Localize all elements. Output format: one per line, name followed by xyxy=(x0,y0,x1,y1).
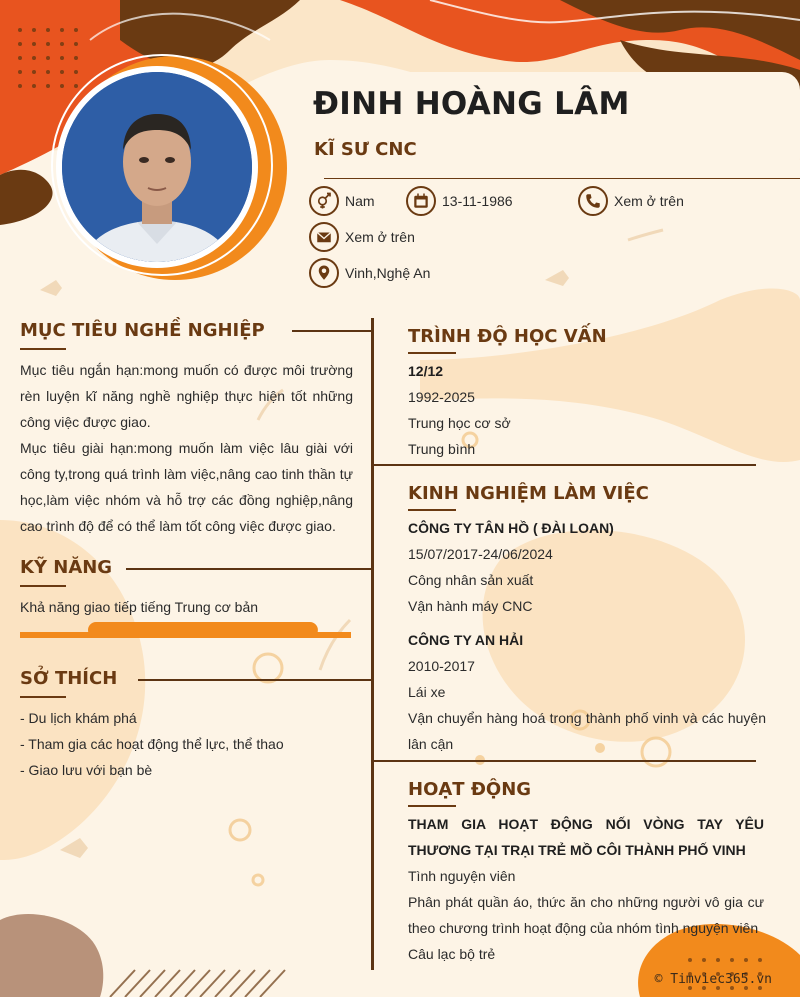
education-title: TRÌNH ĐỘ HỌC VẤN xyxy=(408,326,607,347)
skills-title: KỸ NĂNG xyxy=(20,557,113,578)
hobbies-rule xyxy=(138,679,372,681)
activities-title: HOẠT ĐỘNG xyxy=(408,779,532,800)
address-value: Vinh,Nghệ An xyxy=(345,265,431,281)
job-title: KĨ SƯ CNC xyxy=(314,139,417,160)
contact-divider xyxy=(324,178,800,179)
mail-icon xyxy=(309,222,339,252)
job-company: CÔNG TY AN HẢI xyxy=(408,632,524,648)
objective-text xyxy=(20,357,353,539)
birthday-value: 13-11-1986 xyxy=(442,193,513,209)
skill-item xyxy=(20,594,353,620)
hobby-item: - Giao lưu với bạn bè xyxy=(20,762,153,778)
phone-icon xyxy=(578,186,608,216)
gender-value: Nam xyxy=(345,193,375,209)
job-description: Vận hành máy CNC xyxy=(408,598,533,614)
phone-value: Xem ở trên xyxy=(614,193,684,209)
objective-short-term: Mục tiêu ngắn hạn:mong muốn có được môi trường rèn luyện kĩ năng nghề nghiệp thực hiện tốt những công việc được giao. xyxy=(20,362,353,430)
job-description: Vận chuyển hàng hoá trong thành phố vinh và các huyện lân cận xyxy=(408,710,766,752)
education-grade: Trung bình xyxy=(408,441,476,457)
education-period: 1992-2025 xyxy=(408,389,475,405)
activity-description: Phân phát quần áo, thức ăn cho những người vô gia cư theo chương trình hoạt động của nhóm tình nguyện viên xyxy=(408,894,764,936)
job-company: CÔNG TY TÂN HỒ ( ĐÀI LOAN) xyxy=(408,520,614,536)
hobbies-list xyxy=(20,705,353,783)
skills-rule xyxy=(126,568,372,570)
education-major: Trung học cơ sở xyxy=(408,415,511,431)
job-position: Lái xe xyxy=(408,684,446,700)
activity-name: THAM GIA HOẠT ĐỘNG NỐI VÒNG TAY YÊU THƯƠNG TẠI TRẠI TRẺ MỒ CÔI THÀNH PHỐ VINH xyxy=(408,816,764,858)
location-icon xyxy=(309,258,339,288)
experience-underline xyxy=(408,509,456,511)
skills-underline xyxy=(20,585,66,587)
profile-photo-frame xyxy=(56,66,258,268)
experience-rule xyxy=(372,760,756,762)
activity-role: Tình nguyện viên xyxy=(408,868,516,884)
education-rule xyxy=(372,464,756,466)
skill-name: Khả năng giao tiếp tiếng Trung cơ bản xyxy=(20,599,259,615)
contact-birthday xyxy=(406,186,513,216)
education-underline xyxy=(408,352,456,354)
email-value: Xem ở trên xyxy=(345,229,415,245)
skill-level-fill xyxy=(88,622,318,638)
column-divider xyxy=(371,318,374,970)
hobby-item: - Tham gia các hoạt động thể lực, thể thao xyxy=(20,736,284,752)
contact-gender xyxy=(309,186,375,216)
candidate-name: ĐINH HOÀNG LÂM xyxy=(313,86,630,122)
activity-details xyxy=(408,811,764,967)
calendar-icon xyxy=(406,186,436,216)
education-school: 12/12 xyxy=(408,363,444,379)
profile-photo xyxy=(62,72,252,262)
experience-job xyxy=(408,515,766,619)
gender-icon xyxy=(309,186,339,216)
objective-title: MỤC TIÊU NGHỀ NGHIỆP xyxy=(20,320,265,341)
contact-address xyxy=(309,258,430,288)
contact-email[interactable] xyxy=(309,222,415,252)
objective-rule xyxy=(292,330,372,332)
contact-phone[interactable] xyxy=(578,186,684,216)
hobby-item: - Du lịch khám phá xyxy=(20,710,137,726)
activity-extra: Câu lạc bộ trẻ xyxy=(408,946,496,962)
objective-long-term: Mục tiêu giài hạn:mong muốn làm việc lâu giài với công ty,trong quá trình làm việc,nâng cao tinh thần tự học,làm việc nhóm và hỗ trợ các đồng nghiệp,nâng cao trình độ để có thể làm tốt công việc được giao. xyxy=(20,440,353,534)
job-position: Công nhân sản xuất xyxy=(408,572,534,588)
hobbies-title: SỞ THÍCH xyxy=(20,668,118,689)
watermark: © Timviec365.vn xyxy=(654,972,772,987)
objective-underline xyxy=(20,348,66,350)
activities-underline xyxy=(408,805,456,807)
experience-job xyxy=(408,627,766,757)
education-details xyxy=(408,358,768,462)
experience-title: KINH NGHIỆM LÀM VIỆC xyxy=(408,483,649,504)
skill-level-bar xyxy=(20,622,351,638)
job-period: 2010-2017 xyxy=(408,658,475,674)
hobbies-underline xyxy=(20,696,66,698)
job-period: 15/07/2017-24/06/2024 xyxy=(408,546,553,562)
